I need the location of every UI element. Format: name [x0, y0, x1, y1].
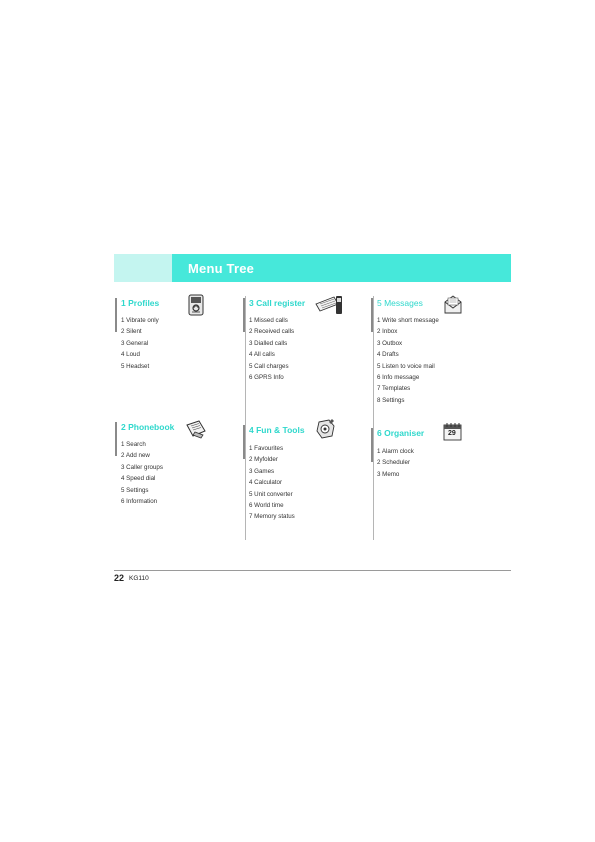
- menu-item: 1 Favourites: [249, 445, 284, 452]
- phone-profile-icon: [188, 294, 204, 316]
- section-title: 4 Fun & Tools: [249, 425, 305, 435]
- menu-item: 2 Scheduler: [377, 459, 411, 467]
- menu-item: 2 Received calls: [249, 328, 295, 336]
- section-marker: [115, 422, 117, 456]
- menu-item: 4 Drafts: [377, 351, 399, 359]
- page-number: 22: [114, 573, 125, 583]
- header-tab: [114, 254, 172, 282]
- section-title: 6 Organiser: [377, 428, 425, 438]
- menu-item: 3 Caller groups: [121, 463, 163, 471]
- menu-item: 1 Vibrate only: [121, 317, 159, 324]
- menu-item: 4 Loud: [121, 351, 140, 359]
- menu-item: 6 GPRS Info: [249, 374, 284, 382]
- menu-item: 2 Silent: [121, 328, 142, 336]
- column-divider: [373, 296, 374, 540]
- menu-list: [249, 443, 295, 523]
- organiser-calendar-icon: [443, 422, 463, 442]
- menu-item: 3 Dialled calls: [249, 339, 288, 347]
- column-divider: [245, 296, 246, 540]
- menu-item: 4 Speed dial: [121, 475, 156, 483]
- menu-item: 4 Calculator: [249, 479, 283, 487]
- menu-item: 1 Search: [121, 441, 146, 448]
- menu-item: 6 Information: [121, 498, 158, 506]
- footer-rule: [114, 570, 511, 571]
- header-band: [114, 254, 511, 282]
- menu-item: 5 Unit converter: [249, 490, 293, 498]
- menu-item: 3 Memo: [377, 470, 400, 478]
- phonebook-icon: [185, 419, 207, 439]
- section-marker: [371, 298, 373, 332]
- menu-item: 3 Games: [249, 467, 275, 475]
- menu-item: 8 Settings: [377, 396, 405, 404]
- call-register-icon: [314, 294, 344, 316]
- section-title: 1 Profiles: [121, 298, 160, 308]
- menu-item: 5 Headset: [121, 362, 150, 370]
- menu-list: [121, 439, 163, 507]
- model-name: KG110: [129, 575, 149, 582]
- menu-item: 5 Listen to voice mail: [377, 362, 435, 370]
- menu-item: 3 General: [121, 339, 149, 347]
- menu-item: 2 Add new: [121, 452, 150, 460]
- menu-item: 1 Missed calls: [249, 317, 288, 324]
- menu-item: 5 Call charges: [249, 362, 289, 370]
- menu-item: 1 Alarm clock: [377, 448, 414, 455]
- menu-item: 3 Outbox: [377, 339, 403, 347]
- section-title: 5 Messages: [377, 298, 423, 308]
- section-marker: [371, 428, 373, 462]
- menu-item: 7 Memory status: [249, 513, 295, 521]
- menu-list: [377, 446, 414, 480]
- section-marker: [243, 425, 245, 459]
- menu-item: 6 World time: [249, 502, 284, 510]
- page-title: Menu Tree: [188, 261, 255, 276]
- menu-item: 1 Write short message: [377, 317, 439, 324]
- section-title: 3 Call register: [249, 298, 306, 308]
- menu-list: [377, 315, 439, 406]
- menu-item: 2 Myfolder: [249, 456, 278, 464]
- menu-item: 2 Inbox: [377, 328, 398, 336]
- calendar-date: 29: [448, 430, 456, 437]
- messages-icon: [443, 294, 463, 316]
- section-title: 2 Phonebook: [121, 422, 175, 432]
- fun-tools-icon: [315, 418, 337, 440]
- menu-list: [249, 315, 294, 383]
- menu-item: 7 Templates: [377, 385, 411, 393]
- menu-item: 5 Settings: [121, 486, 149, 494]
- menu-item: 4 All calls: [249, 351, 275, 359]
- menu-list: [121, 315, 159, 372]
- section-marker: [243, 298, 245, 332]
- menu-item: 6 Info message: [377, 374, 420, 382]
- section-marker: [115, 298, 117, 332]
